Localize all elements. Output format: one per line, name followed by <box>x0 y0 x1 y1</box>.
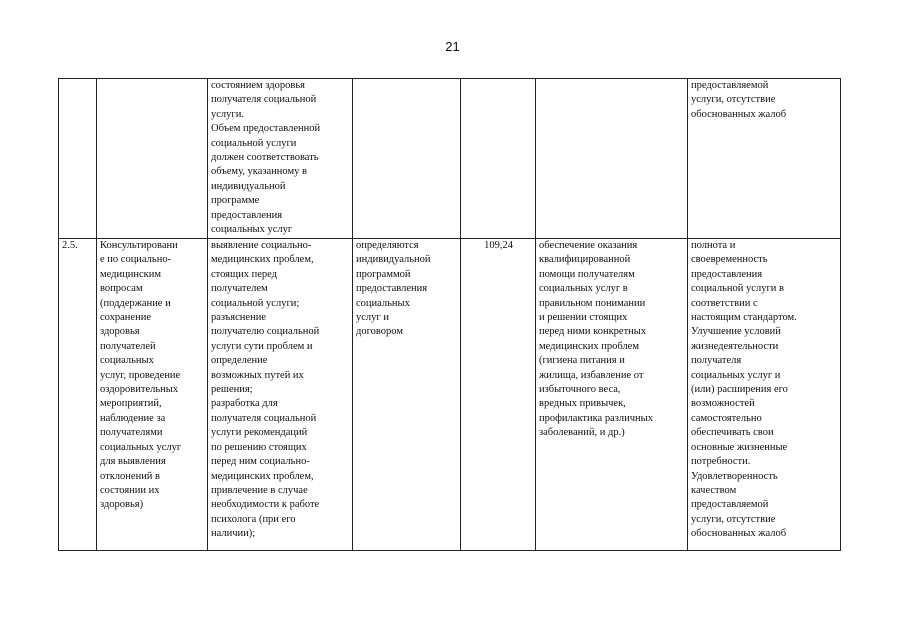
cell-service-content: состоянием здоровья получателя социальной услуги. Объем предоставленной социальной услуги должен соответствовать объему, указанному в индивидуальной программе предоставления социальных услуг <box>208 79 353 239</box>
cell-service-name <box>97 79 208 239</box>
table-row <box>59 239 841 551</box>
cell-service-name: Консультировани е по социально- медицинским вопросам (поддержание и сохранение здоровья получателей социальных услуг, проведение оздоровительных мероприятий, наблюдение за получателями социальных услуг для выявления отклонений в состоянии их здоровья) <box>97 239 208 551</box>
cell-number: 2.5. <box>59 239 97 551</box>
cell-service-period: определяются индивидуальной программой предоставления социальных услуг и договором <box>353 239 461 551</box>
cell-quality-indicators: полнота и своевременность предоставления социальной услуги в соответствии с настоящим стандартом. Улучшение условий жизнедеятельности получателя социальных услуг и (или) расширения его возможностей самостоятельно обеспечивать свои основные жизненные потребности. Удовлетворенность качеством предоставляемой услуги, отсутствие обоснованных жалоб <box>688 239 841 551</box>
cell-number <box>59 79 97 239</box>
cell-conditions <box>536 79 688 239</box>
cell-conditions: обеспечение оказания квалифицированной помощи получателям социальных услуг в правильном понимании и решении стоящих перед ними конкретных медицинских проблем (гигиена питания и жилища, избавление от избыточного веса, вредных привычек, профилактика различных заболеваний, и др.) <box>536 239 688 551</box>
cell-tariff: 109,24 <box>461 239 536 551</box>
page-number: 21 <box>445 39 460 54</box>
cell-quality-indicators: предоставляемой услуги, отсутствие обоснованных жалоб <box>688 79 841 239</box>
cell-service-period <box>353 79 461 239</box>
cell-tariff <box>461 79 536 239</box>
cell-service-content: выявление социально- медицинских проблем, стоящих перед получателем социальной услуги; разъяснение получателю социальной услуги сути проблем и определение возможных путей их решения; разработка для получателя социальной услуги рекомендаций по решению стоящих перед ним социально- медицинских проблем, привлечение в случае необходимости к работе психолога (при его наличии); <box>208 239 353 551</box>
standards-table <box>58 78 841 551</box>
table-row <box>59 79 841 239</box>
